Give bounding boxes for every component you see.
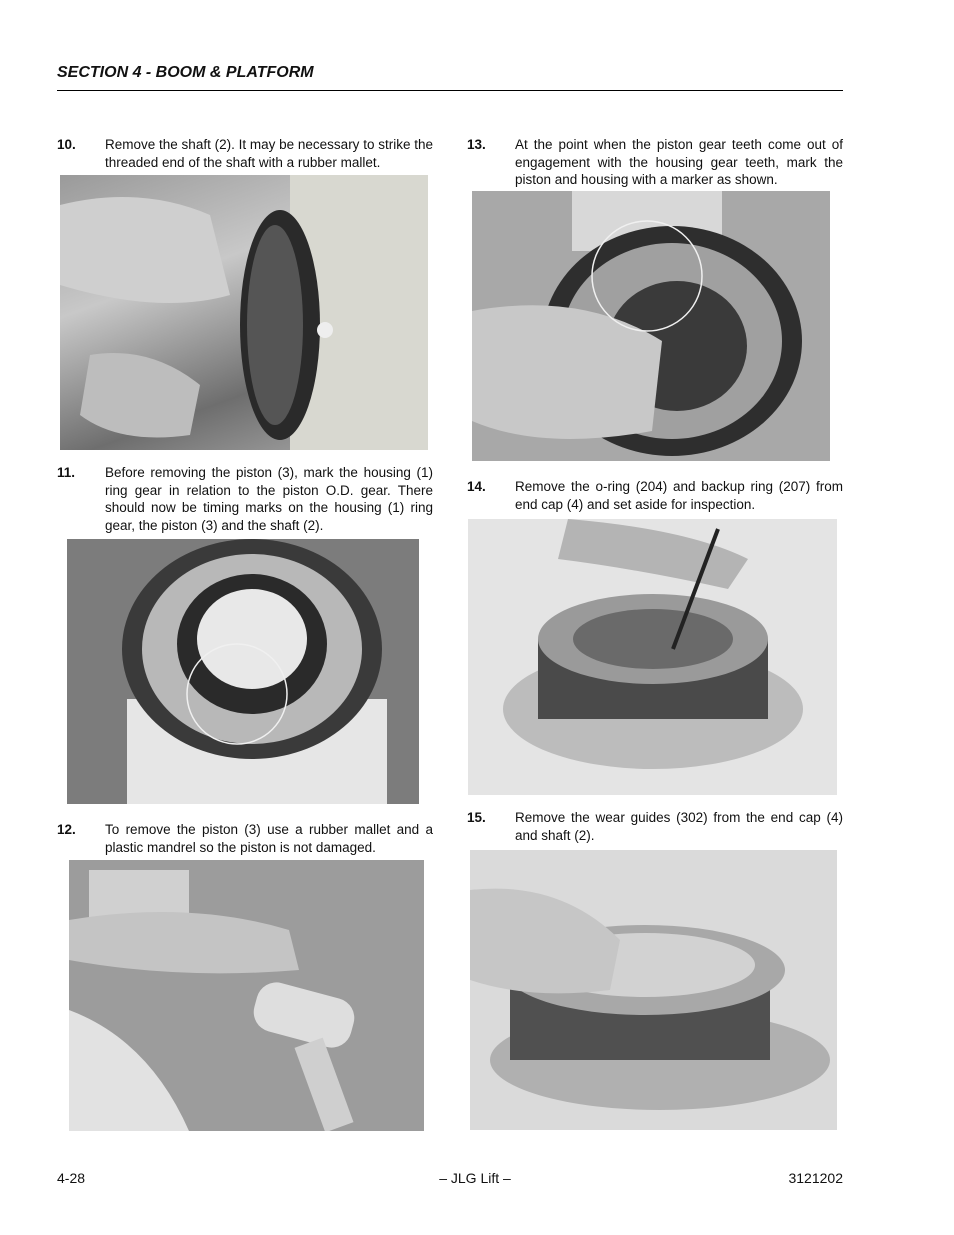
step-number: 15. — [467, 810, 486, 825]
photo-wear-guides — [470, 850, 837, 1130]
step-10 — [57, 136, 433, 171]
step-text: Remove the shaft (2). It may be necessary to strike the threaded end of the shaft with a rubber mallet. — [105, 137, 433, 170]
step-number: 12. — [57, 822, 76, 837]
footer-brand: – JLG Lift – — [439, 1170, 511, 1186]
step-11 — [57, 464, 433, 534]
step-text: Before removing the piston (3), mark the housing (1) ring gear in relation to the piston O.D. gear. There should now be timing marks on the housing (1) ring gear, the piston (3) and the shaft (2). — [105, 465, 433, 533]
step-text: At the point when the piston gear teeth come out of engagement with the housing gear teeth, mark the piston and housing with a marker as shown. — [515, 137, 843, 187]
step-number: 14. — [467, 479, 486, 494]
header-divider — [57, 90, 843, 91]
page-number: 4-28 — [57, 1170, 86, 1186]
step-13 — [467, 136, 843, 189]
step-text: Remove the o-ring (204) and backup ring (207) from end cap (4) and set aside for inspection. — [515, 479, 843, 512]
photo-timing-marks — [67, 539, 419, 804]
step-text: To remove the piston (3) use a rubber mallet and a plastic mandrel so the piston is not damaged. — [105, 822, 433, 855]
step-15 — [467, 809, 843, 844]
step-14 — [467, 478, 843, 513]
step-text: Remove the wear guides (302) from the end cap (4) and shaft (2). — [515, 810, 843, 843]
photo-marker-marks — [472, 191, 830, 461]
section-header: SECTION 4 - BOOM & PLATFORM — [57, 64, 314, 81]
step-number: 13. — [467, 137, 486, 152]
step-number: 10. — [57, 137, 76, 152]
document-number: 3121202 — [788, 1170, 843, 1186]
photo-o-ring-removal — [468, 519, 837, 795]
step-12 — [57, 821, 433, 856]
photo-rubber-mallet — [69, 860, 424, 1131]
step-number: 11. — [57, 465, 76, 480]
photo-remove-shaft — [60, 175, 428, 450]
